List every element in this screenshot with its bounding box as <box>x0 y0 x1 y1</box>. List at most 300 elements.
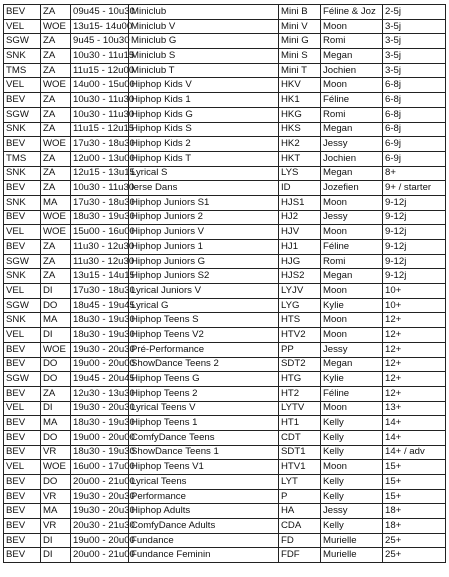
teacher-cell: Jozefien <box>321 181 383 196</box>
location-cell: SNK <box>4 195 41 210</box>
class-cell: Hiphop Teens V1 <box>129 460 279 475</box>
location-cell: SGW <box>4 298 41 313</box>
time-cell: 19u30 - 20u30 <box>71 489 129 504</box>
day-cell: ZA <box>41 34 71 49</box>
age-cell: 12+ <box>383 342 446 357</box>
teacher-cell: Féline <box>321 240 383 255</box>
code-cell: LYJV <box>279 284 321 299</box>
schedule-table <box>3 4 446 563</box>
day-cell: WOE <box>41 342 71 357</box>
class-cell: Hiphop Kids G <box>129 107 279 122</box>
table-row <box>4 519 446 534</box>
code-cell: LYG <box>279 298 321 313</box>
teacher-cell: Moon <box>321 401 383 416</box>
day-cell: WOE <box>41 78 71 93</box>
teacher-cell: Moon <box>321 460 383 475</box>
code-cell: LYTV <box>279 401 321 416</box>
code-cell: HTS <box>279 313 321 328</box>
table-row <box>4 401 446 416</box>
day-cell: ZA <box>41 386 71 401</box>
code-cell: Mini B <box>279 5 321 20</box>
time-cell: 19u30 - 20u30 <box>71 504 129 519</box>
time-cell: 10u30 - 11u30 <box>71 93 129 108</box>
day-cell: DI <box>41 548 71 563</box>
table-row <box>4 240 446 255</box>
day-cell: MA <box>41 313 71 328</box>
day-cell: ZA <box>41 254 71 269</box>
age-cell: 9-12j <box>383 195 446 210</box>
class-cell: ComfyDance Adults <box>129 519 279 534</box>
teacher-cell: Moon <box>321 78 383 93</box>
table-row <box>4 372 446 387</box>
table-row <box>4 445 446 460</box>
day-cell: ZA <box>41 240 71 255</box>
day-cell: DI <box>41 328 71 343</box>
table-row <box>4 137 446 152</box>
code-cell: SDT2 <box>279 357 321 372</box>
time-cell: 20u00 - 21u00 <box>71 475 129 490</box>
time-cell: 11u15 - 12u00 <box>71 63 129 78</box>
time-cell: 18u30 - 19u30 <box>71 416 129 431</box>
day-cell: MA <box>41 195 71 210</box>
day-cell: DI <box>41 401 71 416</box>
age-cell: 9-12j <box>383 269 446 284</box>
time-cell: 17u30 - 18u30 <box>71 137 129 152</box>
time-cell: 19u00 - 20u00 <box>71 533 129 548</box>
location-cell: BEV <box>4 445 41 460</box>
code-cell: FDF <box>279 548 321 563</box>
code-cell: HK2 <box>279 137 321 152</box>
class-cell: Performance <box>129 489 279 504</box>
teacher-cell: Moon <box>321 313 383 328</box>
table-row <box>4 49 446 64</box>
day-cell: DO <box>41 357 71 372</box>
day-cell: DI <box>41 284 71 299</box>
time-cell: 10u30 - 11u30 <box>71 107 129 122</box>
age-cell: 9-12j <box>383 210 446 225</box>
code-cell: HKS <box>279 122 321 137</box>
table-row <box>4 122 446 137</box>
table-row <box>4 328 446 343</box>
teacher-cell: Kelly <box>321 416 383 431</box>
day-cell: WOE <box>41 225 71 240</box>
table-row <box>4 151 446 166</box>
code-cell: HK1 <box>279 93 321 108</box>
class-cell: Pré-Performance <box>129 342 279 357</box>
age-cell: 9-12j <box>383 254 446 269</box>
time-cell: 11u30 - 12u30 <box>71 254 129 269</box>
age-cell: 25+ <box>383 548 446 563</box>
age-cell: 9-12j <box>383 225 446 240</box>
location-cell: VEL <box>4 460 41 475</box>
age-cell: 6-8j <box>383 93 446 108</box>
class-cell: Hiphop Teens 2 <box>129 386 279 401</box>
location-cell: SNK <box>4 122 41 137</box>
table-row <box>4 78 446 93</box>
teacher-cell: Megan <box>321 49 383 64</box>
class-cell: Lyrical S <box>129 166 279 181</box>
code-cell: HJ1 <box>279 240 321 255</box>
age-cell: 15+ <box>383 475 446 490</box>
day-cell: ZA <box>41 269 71 284</box>
code-cell: ID <box>279 181 321 196</box>
teacher-cell: Megan <box>321 122 383 137</box>
day-cell: ZA <box>41 166 71 181</box>
location-cell: TMS <box>4 63 41 78</box>
time-cell: 19u00 - 20u00 <box>71 430 129 445</box>
time-cell: 19u45 - 20u45 <box>71 372 129 387</box>
age-cell: 2-5j <box>383 5 446 20</box>
location-cell: SGW <box>4 254 41 269</box>
day-cell: WOE <box>41 210 71 225</box>
time-cell: 12u30 - 13u30 <box>71 386 129 401</box>
day-cell: VR <box>41 519 71 534</box>
age-cell: 8+ <box>383 166 446 181</box>
time-cell: 18u30 - 19u30 <box>71 445 129 460</box>
location-cell: BEV <box>4 504 41 519</box>
class-cell: Hiphop Kids 2 <box>129 137 279 152</box>
class-cell: Hiphop Juniors G <box>129 254 279 269</box>
day-cell: DI <box>41 533 71 548</box>
class-cell: Hiphop Kids T <box>129 151 279 166</box>
teacher-cell: Jochien <box>321 151 383 166</box>
class-cell: Lyrical Teens <box>129 475 279 490</box>
day-cell: DO <box>41 372 71 387</box>
class-cell: Lyrical Teens V <box>129 401 279 416</box>
class-cell: Miniclub V <box>129 19 279 34</box>
location-cell: SGW <box>4 107 41 122</box>
table-row <box>4 166 446 181</box>
location-cell: BEV <box>4 489 41 504</box>
time-cell: 11u15 - 12u15 <box>71 122 129 137</box>
age-cell: 14+ <box>383 416 446 431</box>
code-cell: HJS2 <box>279 269 321 284</box>
age-cell: 12+ <box>383 386 446 401</box>
day-cell: ZA <box>41 151 71 166</box>
time-cell: 13u15 - 14u15 <box>71 269 129 284</box>
class-cell: Hiphop Juniors V <box>129 225 279 240</box>
table-row <box>4 34 446 49</box>
day-cell: VR <box>41 489 71 504</box>
day-cell: ZA <box>41 181 71 196</box>
code-cell: CDT <box>279 430 321 445</box>
location-cell: VEL <box>4 19 41 34</box>
location-cell: BEV <box>4 342 41 357</box>
location-cell: SGW <box>4 34 41 49</box>
class-cell: Hiphop Teens G <box>129 372 279 387</box>
age-cell: 3-5j <box>383 34 446 49</box>
class-cell: Hiphop Adults <box>129 504 279 519</box>
class-cell: Miniclub G <box>129 34 279 49</box>
day-cell: DO <box>41 475 71 490</box>
class-cell: Hiphop Teens V2 <box>129 328 279 343</box>
age-cell: 3-5j <box>383 19 446 34</box>
location-cell: SNK <box>4 269 41 284</box>
teacher-cell: Murielle <box>321 548 383 563</box>
time-cell: 15u00 - 16u00 <box>71 225 129 240</box>
time-cell: 09u45 - 10u30 <box>71 5 129 20</box>
class-cell: Hiphop Kids S <box>129 122 279 137</box>
class-cell: Miniclub S <box>129 49 279 64</box>
location-cell: BEV <box>4 416 41 431</box>
schedule-table-body <box>4 5 446 563</box>
code-cell: LYT <box>279 475 321 490</box>
age-cell: 10+ <box>383 284 446 299</box>
table-row <box>4 93 446 108</box>
table-row <box>4 430 446 445</box>
class-cell: Hiphop Kids V <box>129 78 279 93</box>
location-cell: BEV <box>4 519 41 534</box>
table-row <box>4 298 446 313</box>
day-cell: DO <box>41 430 71 445</box>
time-cell: 18u30 - 19u30 <box>71 328 129 343</box>
age-cell: 13+ <box>383 401 446 416</box>
location-cell: SNK <box>4 49 41 64</box>
table-row <box>4 225 446 240</box>
day-cell: WOE <box>41 137 71 152</box>
code-cell: HTV1 <box>279 460 321 475</box>
location-cell: BEV <box>4 386 41 401</box>
location-cell: SNK <box>4 166 41 181</box>
day-cell: ZA <box>41 5 71 20</box>
age-cell: 14+ <box>383 430 446 445</box>
time-cell: 17u30 - 18u30 <box>71 195 129 210</box>
code-cell: Mini T <box>279 63 321 78</box>
location-cell: VEL <box>4 78 41 93</box>
table-row <box>4 5 446 20</box>
teacher-cell: Megan <box>321 166 383 181</box>
day-cell: WOE <box>41 19 71 34</box>
class-cell: Hiphop Juniors 2 <box>129 210 279 225</box>
class-cell: Miniclub T <box>129 63 279 78</box>
teacher-cell: Jochien <box>321 63 383 78</box>
location-cell: BEV <box>4 181 41 196</box>
code-cell: CDA <box>279 519 321 534</box>
teacher-cell: Moon <box>321 225 383 240</box>
time-cell: 10u30 - 11u15 <box>71 49 129 64</box>
age-cell: 12+ <box>383 328 446 343</box>
location-cell: BEV <box>4 93 41 108</box>
code-cell: Mini V <box>279 19 321 34</box>
day-cell: ZA <box>41 93 71 108</box>
table-row <box>4 19 446 34</box>
code-cell: HJV <box>279 225 321 240</box>
code-cell: HT2 <box>279 386 321 401</box>
location-cell: BEV <box>4 357 41 372</box>
age-cell: 3-5j <box>383 63 446 78</box>
teacher-cell: Jessy <box>321 504 383 519</box>
age-cell: 6-9j <box>383 137 446 152</box>
table-row <box>4 357 446 372</box>
table-row <box>4 195 446 210</box>
teacher-cell: Jessy <box>321 210 383 225</box>
day-cell: ZA <box>41 63 71 78</box>
age-cell: 10+ <box>383 298 446 313</box>
teacher-cell: Moon <box>321 19 383 34</box>
teacher-cell: Romi <box>321 254 383 269</box>
location-cell: VEL <box>4 284 41 299</box>
age-cell: 6-8j <box>383 122 446 137</box>
location-cell: SNK <box>4 313 41 328</box>
table-row <box>4 284 446 299</box>
table-row <box>4 548 446 563</box>
time-cell: 13u15- 14u00 <box>71 19 129 34</box>
teacher-cell: Féline & Joz <box>321 5 383 20</box>
day-cell: WOE <box>41 460 71 475</box>
code-cell: HKT <box>279 151 321 166</box>
teacher-cell: Romi <box>321 107 383 122</box>
time-cell: 19u30 - 20u30 <box>71 401 129 416</box>
table-row <box>4 107 446 122</box>
teacher-cell: Moon <box>321 195 383 210</box>
age-cell: 18+ <box>383 519 446 534</box>
age-cell: 6-8j <box>383 78 446 93</box>
teacher-cell: Féline <box>321 386 383 401</box>
code-cell: LYS <box>279 166 321 181</box>
location-cell: BEV <box>4 5 41 20</box>
table-row <box>4 313 446 328</box>
day-cell: VR <box>41 445 71 460</box>
day-cell: ZA <box>41 49 71 64</box>
location-cell: BEV <box>4 533 41 548</box>
day-cell: DO <box>41 298 71 313</box>
class-cell: Fundance <box>129 533 279 548</box>
teacher-cell: Megan <box>321 357 383 372</box>
location-cell: SGW <box>4 372 41 387</box>
time-cell: 19u00 - 20u00 <box>71 357 129 372</box>
class-cell: Fundance Feminin <box>129 548 279 563</box>
age-cell: 15+ <box>383 460 446 475</box>
code-cell: SDT1 <box>279 445 321 460</box>
code-cell: FD <box>279 533 321 548</box>
class-cell: Hiphop Juniors S2 <box>129 269 279 284</box>
table-row <box>4 504 446 519</box>
time-cell: 12u15 - 13u15 <box>71 166 129 181</box>
class-cell: ShowDance Teens 2 <box>129 357 279 372</box>
age-cell: 6-9j <box>383 151 446 166</box>
code-cell: P <box>279 489 321 504</box>
teacher-cell: Jessy <box>321 137 383 152</box>
location-cell: BEV <box>4 430 41 445</box>
age-cell: 12+ <box>383 372 446 387</box>
code-cell: HTG <box>279 372 321 387</box>
location-cell: TMS <box>4 151 41 166</box>
teacher-cell: Kelly <box>321 489 383 504</box>
time-cell: 20u00 - 21u00 <box>71 548 129 563</box>
table-row <box>4 210 446 225</box>
time-cell: 10u30 - 11u30 <box>71 181 129 196</box>
code-cell: HJG <box>279 254 321 269</box>
time-cell: 19u30 - 20u30 <box>71 342 129 357</box>
teacher-cell: Kelly <box>321 475 383 490</box>
location-cell: BEV <box>4 137 41 152</box>
age-cell: 12+ <box>383 313 446 328</box>
teacher-cell: Kelly <box>321 445 383 460</box>
teacher-cell: Kylie <box>321 298 383 313</box>
time-cell: 12u00 - 13u00 <box>71 151 129 166</box>
class-cell: Lyrical G <box>129 298 279 313</box>
class-cell: ShowDance Teens 1 <box>129 445 279 460</box>
code-cell: HA <box>279 504 321 519</box>
location-cell: VEL <box>4 401 41 416</box>
time-cell: 16u00 - 17u00 <box>71 460 129 475</box>
table-row <box>4 416 446 431</box>
day-cell: MA <box>41 416 71 431</box>
time-cell: 18u30 - 19u30 <box>71 313 129 328</box>
teacher-cell: Megan <box>321 269 383 284</box>
age-cell: 6-8j <box>383 107 446 122</box>
age-cell: 15+ <box>383 489 446 504</box>
teacher-cell: Jessy <box>321 342 383 357</box>
day-cell: ZA <box>41 122 71 137</box>
age-cell: 3-5j <box>383 49 446 64</box>
time-cell: 9u45 - 10u30 <box>71 34 129 49</box>
table-row <box>4 460 446 475</box>
location-cell: BEV <box>4 240 41 255</box>
code-cell: Mini S <box>279 49 321 64</box>
table-row <box>4 475 446 490</box>
code-cell: HJ2 <box>279 210 321 225</box>
table-row <box>4 489 446 504</box>
table-row <box>4 533 446 548</box>
age-cell: 9+ / starter <box>383 181 446 196</box>
teacher-cell: Kelly <box>321 519 383 534</box>
schedule-sheet <box>3 4 445 574</box>
class-cell: Miniclub <box>129 5 279 20</box>
class-cell: ComfyDance Teens <box>129 430 279 445</box>
table-row <box>4 181 446 196</box>
location-cell: BEV <box>4 548 41 563</box>
age-cell: 12+ <box>383 357 446 372</box>
teacher-cell: Moon <box>321 284 383 299</box>
teacher-cell: Kelly <box>321 430 383 445</box>
code-cell: Mini G <box>279 34 321 49</box>
time-cell: 18u30 - 19u30 <box>71 210 129 225</box>
code-cell: PP <box>279 342 321 357</box>
class-cell: Hiphop Teens S <box>129 313 279 328</box>
time-cell: 20u30 - 21u30 <box>71 519 129 534</box>
class-cell: Ierse Dans <box>129 181 279 196</box>
code-cell: HJS1 <box>279 195 321 210</box>
class-cell: Hiphop Teens 1 <box>129 416 279 431</box>
location-cell: BEV <box>4 210 41 225</box>
class-cell: Lyrical Juniors V <box>129 284 279 299</box>
class-cell: Hiphop Juniors 1 <box>129 240 279 255</box>
age-cell: 18+ <box>383 504 446 519</box>
age-cell: 14+ / adv <box>383 445 446 460</box>
teacher-cell: Kylie <box>321 372 383 387</box>
age-cell: 25+ <box>383 533 446 548</box>
table-row <box>4 254 446 269</box>
table-row <box>4 269 446 284</box>
teacher-cell: Féline <box>321 93 383 108</box>
code-cell: HT1 <box>279 416 321 431</box>
code-cell: HTV2 <box>279 328 321 343</box>
class-cell: Hiphop Juniors S1 <box>129 195 279 210</box>
table-row <box>4 342 446 357</box>
time-cell: 17u30 - 18u30 <box>71 284 129 299</box>
time-cell: 18u45 - 19u45 <box>71 298 129 313</box>
time-cell: 11u30 - 12u30 <box>71 240 129 255</box>
time-cell: 14u00 - 15u00 <box>71 78 129 93</box>
location-cell: VEL <box>4 328 41 343</box>
teacher-cell: Romi <box>321 34 383 49</box>
code-cell: HKV <box>279 78 321 93</box>
teacher-cell: Moon <box>321 328 383 343</box>
age-cell: 9-12j <box>383 240 446 255</box>
location-cell: BEV <box>4 475 41 490</box>
day-cell: MA <box>41 504 71 519</box>
